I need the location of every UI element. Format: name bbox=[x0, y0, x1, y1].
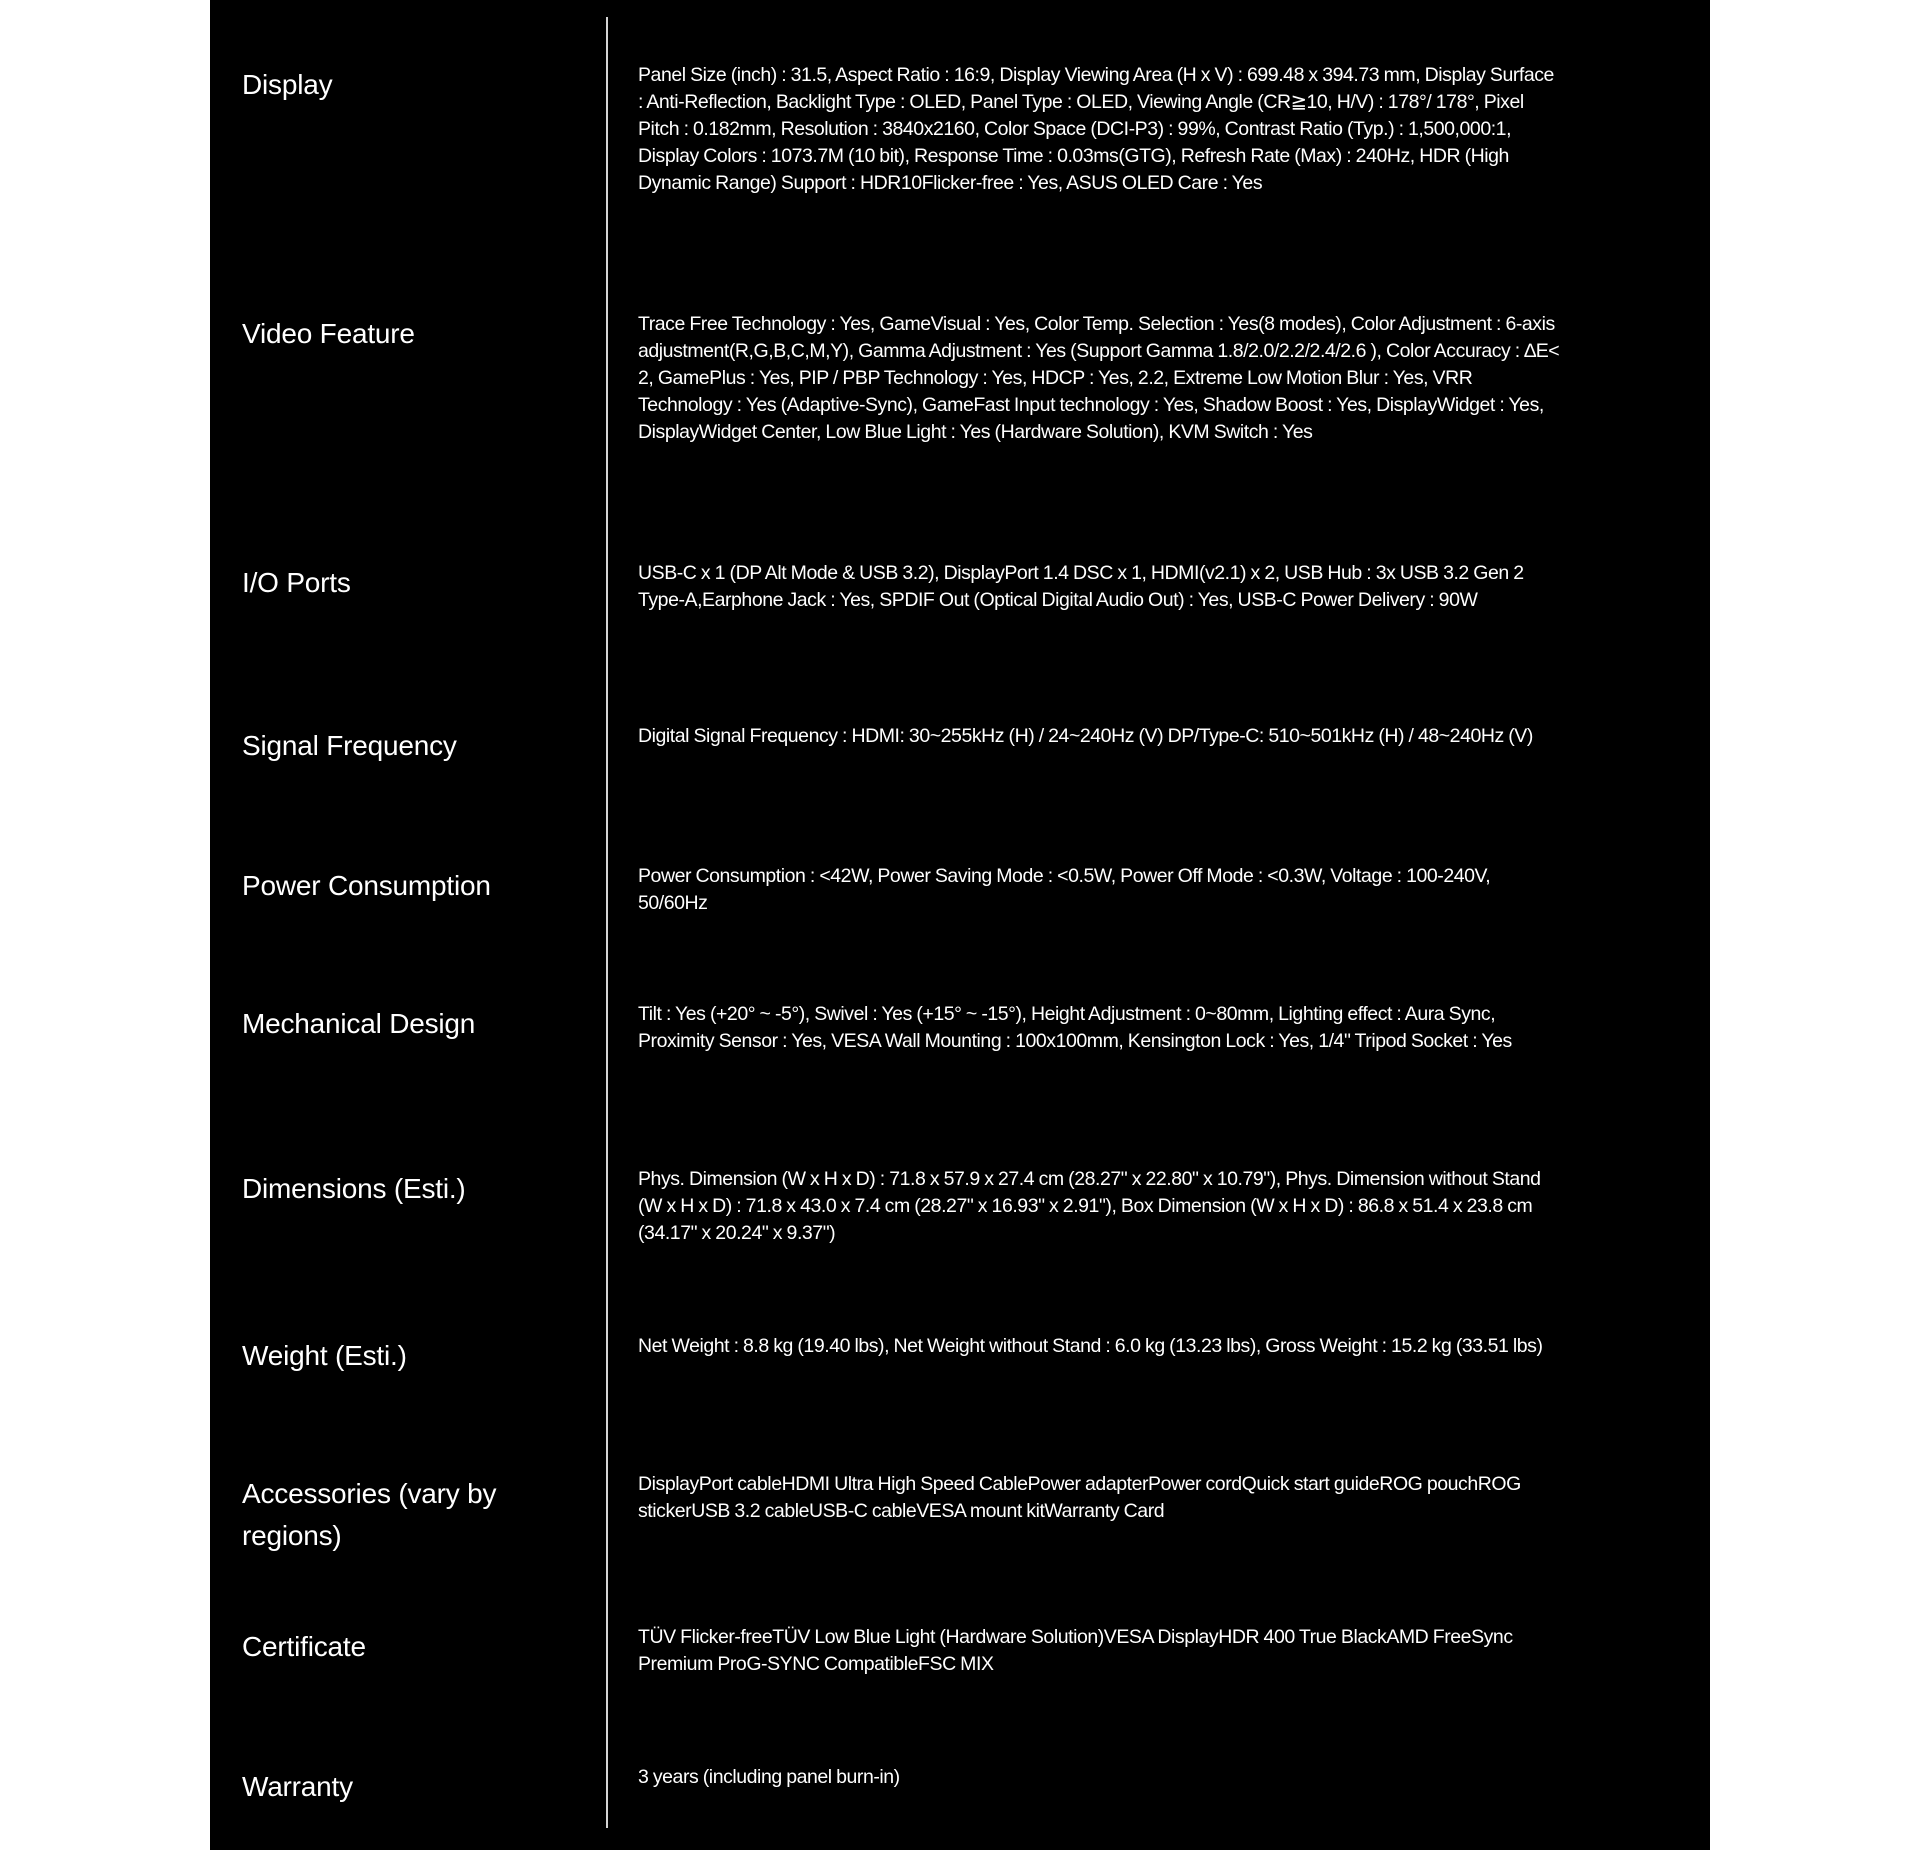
spec-value: DisplayPort cableHDMI Ultra High Speed CablePower adapterPower cordQuick start guideROG pouchROG stickerUSB 3.2 cableUSB-C cableVESA mount kitWarranty Card bbox=[638, 1473, 1521, 1522]
spec-value: Trace Free Technology : Yes, GameVisual : Yes, Color Temp. Selection : Yes(8 modes), Color Adjustment : 6-axis adjustment(R,G,B,C,M,Y), Gamma Adjustment : Yes (Support Gamma 1.8/2.0/2.2/2.4/2.6 ), Color Accuracy : ∆E< 2, GamePlus : Yes, PIP / PBP Technology : Yes, HDCP : Yes, 2.2, Extreme Low Motion Blur : Yes, VRR Technology : Yes (Adaptive-Sync), GameFast Input technology : Yes, Shadow Boost : Yes, DisplayWidget : Yes, DisplayWidget Center, Low Blue Light : Yes (Hardware Solution), KVM Switch : Yes bbox=[638, 313, 1560, 443]
spec-value: Phys. Dimension (W x H x D) : 71.8 x 57.9 x 27.4 cm (28.27" x 22.80" x 10.79"), Phys. Dimension without Stand (W x H x D) : 71.8 x 43.0 x 7.4 cm (28.27" x 16.93" x 2.91"), Box Dimension (W x H x D) : 86.8 x 51.4 x 23.8 cm (34.17" x 20.24" x 9.37") bbox=[638, 1168, 1541, 1244]
spec-value: TÜV Flicker-freeTÜV Low Blue Light (Hardware Solution)VESA DisplayHDR 400 True BlackAMD FreeSync Premium ProG-SYNC CompatibleFSC MIX bbox=[638, 1626, 1513, 1675]
spec-label: I/O Ports bbox=[242, 567, 351, 598]
spec-label: Warranty bbox=[242, 1771, 353, 1802]
spec-value: Power Consumption : <42W, Power Saving Mode : <0.5W, Power Off Mode : <0.3W, Voltage : 100-240V, 50/60Hz bbox=[638, 865, 1491, 914]
spec-value: Net Weight : 8.8 kg (19.40 lbs), Net Weight without Stand : 6.0 kg (13.23 lbs), Gross Weight : 15.2 kg (33.51 lbs) bbox=[638, 1335, 1543, 1357]
spec-table bbox=[210, 0, 1710, 1850]
spec-value: USB-C x 1 (DP Alt Mode & USB 3.2), DisplayPort 1.4 DSC x 1, HDMI(v2.1) x 2, USB Hub : 3x USB 3.2 Gen 2 Type-A,Earphone Jack : Yes, SPDIF Out (Optical Digital Audio Out) : Yes, USB-C Power Delivery : 90W bbox=[638, 562, 1524, 611]
spec-label: Power Consumption bbox=[242, 870, 491, 901]
spec-label: Mechanical Design bbox=[242, 1008, 476, 1039]
spec-value: Digital Signal Frequency : HDMI: 30~255kHz (H) / 24~240Hz (V) DP/Type-C: 510~501kHz (H) / 48~240Hz (V) bbox=[638, 725, 1533, 747]
spec-label: Display bbox=[242, 69, 333, 100]
spec-value: Tilt : Yes (+20° ~ -5°), Swivel : Yes (+15° ~ -15°), Height Adjustment : 0~80mm, Lighting effect : Aura Sync, Proximity Sensor : Yes, VESA Wall Mounting : 100x100mm, Kensington Lock : Yes, 1/4" Tripod Socket : Yes bbox=[638, 1003, 1512, 1052]
spec-label: Dimensions (Esti.) bbox=[242, 1173, 466, 1204]
spec-value: 3 years (including panel burn-in) bbox=[638, 1766, 900, 1788]
spec-label: Video Feature bbox=[242, 318, 415, 349]
column-divider bbox=[606, 17, 608, 1828]
spec-label: Signal Frequency bbox=[242, 730, 457, 761]
spec-label: Accessories (vary by regions) bbox=[242, 1478, 497, 1551]
spec-label: Certificate bbox=[242, 1631, 366, 1662]
spec-label: Weight (Esti.) bbox=[242, 1340, 407, 1371]
spec-value: Panel Size (inch) : 31.5, Aspect Ratio : 16:9, Display Viewing Area (H x V) : 699.48 x 394.73 mm, Display Surface : Anti-Reflection, Backlight Type : OLED, Panel Type : OLED, Viewing Angle (CR≧10, H/V) : 178°/ 178°, Pixel Pitch : 0.182mm, Resolution : 3840x2160, Color Space (DCI-P3) : 99%, Contrast Ratio (Typ.) : 1,500,000:1, Display Colors : 1073.7M (10 bit), Response Time : 0.03ms(GTG), Refresh Rate (Max) : 240Hz, HDR (High Dynamic Range) Support : HDR10Flicker-free : Yes, ASUS OLED Care : Yes bbox=[638, 64, 1554, 194]
